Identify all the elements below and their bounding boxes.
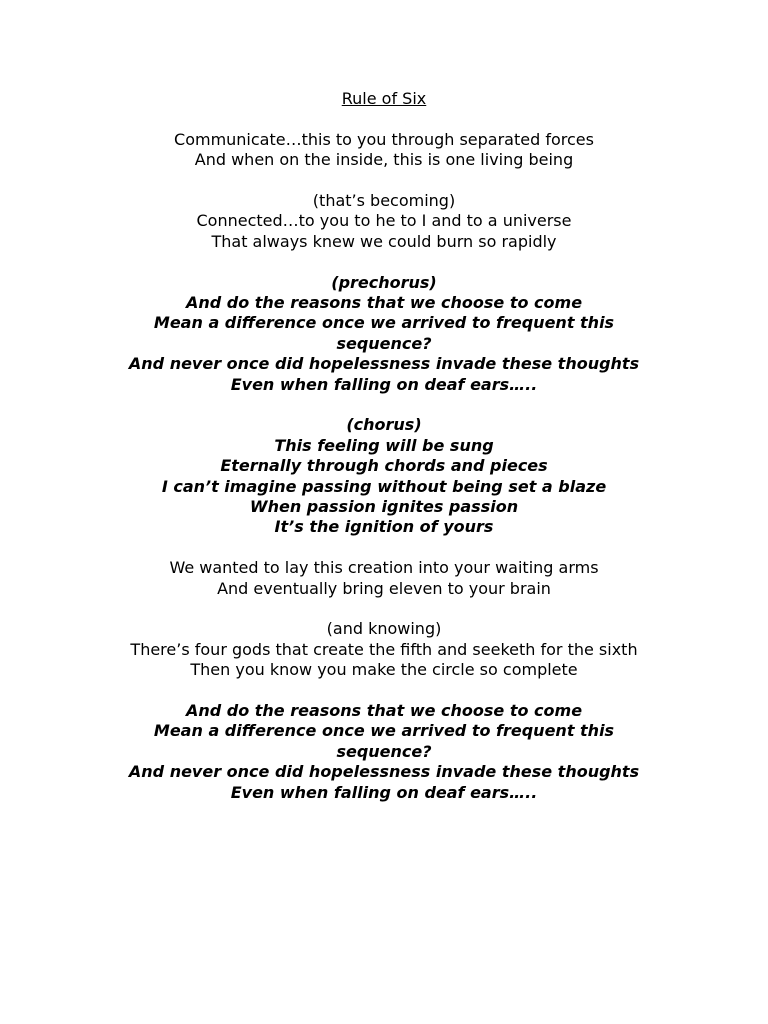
lyric-line: And eventually bring eleven to your brain xyxy=(217,578,551,598)
verse-4 xyxy=(0,619,768,680)
stanza-gap xyxy=(0,599,768,619)
lyric-line: And never once did hopelessness invade these thoughts xyxy=(128,354,640,374)
lyric-line: Even when falling on deaf ears….. xyxy=(230,782,538,802)
lyric-line: When passion ignites passion xyxy=(249,497,519,517)
lyric-line: And do the reasons that we choose to come xyxy=(185,293,583,313)
verse-1 xyxy=(0,130,768,171)
lyric-line: Connected…to you to he to I and to a universe xyxy=(196,211,572,231)
lyric-line: And when on the inside, this is one living being xyxy=(194,150,574,170)
lyric-line: (chorus) xyxy=(346,415,422,435)
lyric-line: Eternally through chords and pieces xyxy=(220,456,548,476)
lyric-line: I can’t imagine passing without being set a blaze xyxy=(161,476,607,496)
lyrics-page xyxy=(0,89,768,803)
lyric-line: Communicate…this to you through separated forces xyxy=(174,129,594,149)
lyric-line: This feeling will be sung xyxy=(274,435,494,455)
stanza-gap xyxy=(0,681,768,701)
verse-2 xyxy=(0,191,768,252)
stanza-gap xyxy=(0,109,768,129)
lyric-line: That always knew we could burn so rapidly xyxy=(211,231,557,251)
song-title: Rule of Six xyxy=(341,89,427,108)
chorus xyxy=(0,415,768,537)
stanza-gap xyxy=(0,395,768,415)
lyric-line: (and knowing) xyxy=(326,619,442,639)
stanza-gap xyxy=(0,171,768,191)
lyric-line: Even when falling on deaf ears….. xyxy=(230,374,538,394)
lyric-line: And never once did hopelessness invade these thoughts xyxy=(128,762,640,782)
lyric-line: It’s the ignition of yours xyxy=(274,517,494,537)
lyric-line: Mean a difference once we arrived to frequent this sequence? xyxy=(153,313,615,353)
lyric-line: And do the reasons that we choose to come xyxy=(185,701,583,721)
prechorus-repeat xyxy=(0,701,768,803)
lyric-line: (that’s becoming) xyxy=(312,191,456,210)
lyric-line: We wanted to lay this creation into your waiting arms xyxy=(169,558,599,578)
stanza-gap xyxy=(0,538,768,558)
lyric-line: There’s four gods that create the fifth and seeketh for the sixth xyxy=(130,639,638,659)
prechorus xyxy=(0,273,768,395)
lyric-line: Then you know you make the circle so complete xyxy=(190,660,578,680)
lyric-line: Mean a difference once we arrived to frequent this sequence? xyxy=(153,721,615,761)
lyric-line: (prechorus) xyxy=(331,272,437,292)
stanza-gap xyxy=(0,252,768,272)
verse-3 xyxy=(0,558,768,599)
